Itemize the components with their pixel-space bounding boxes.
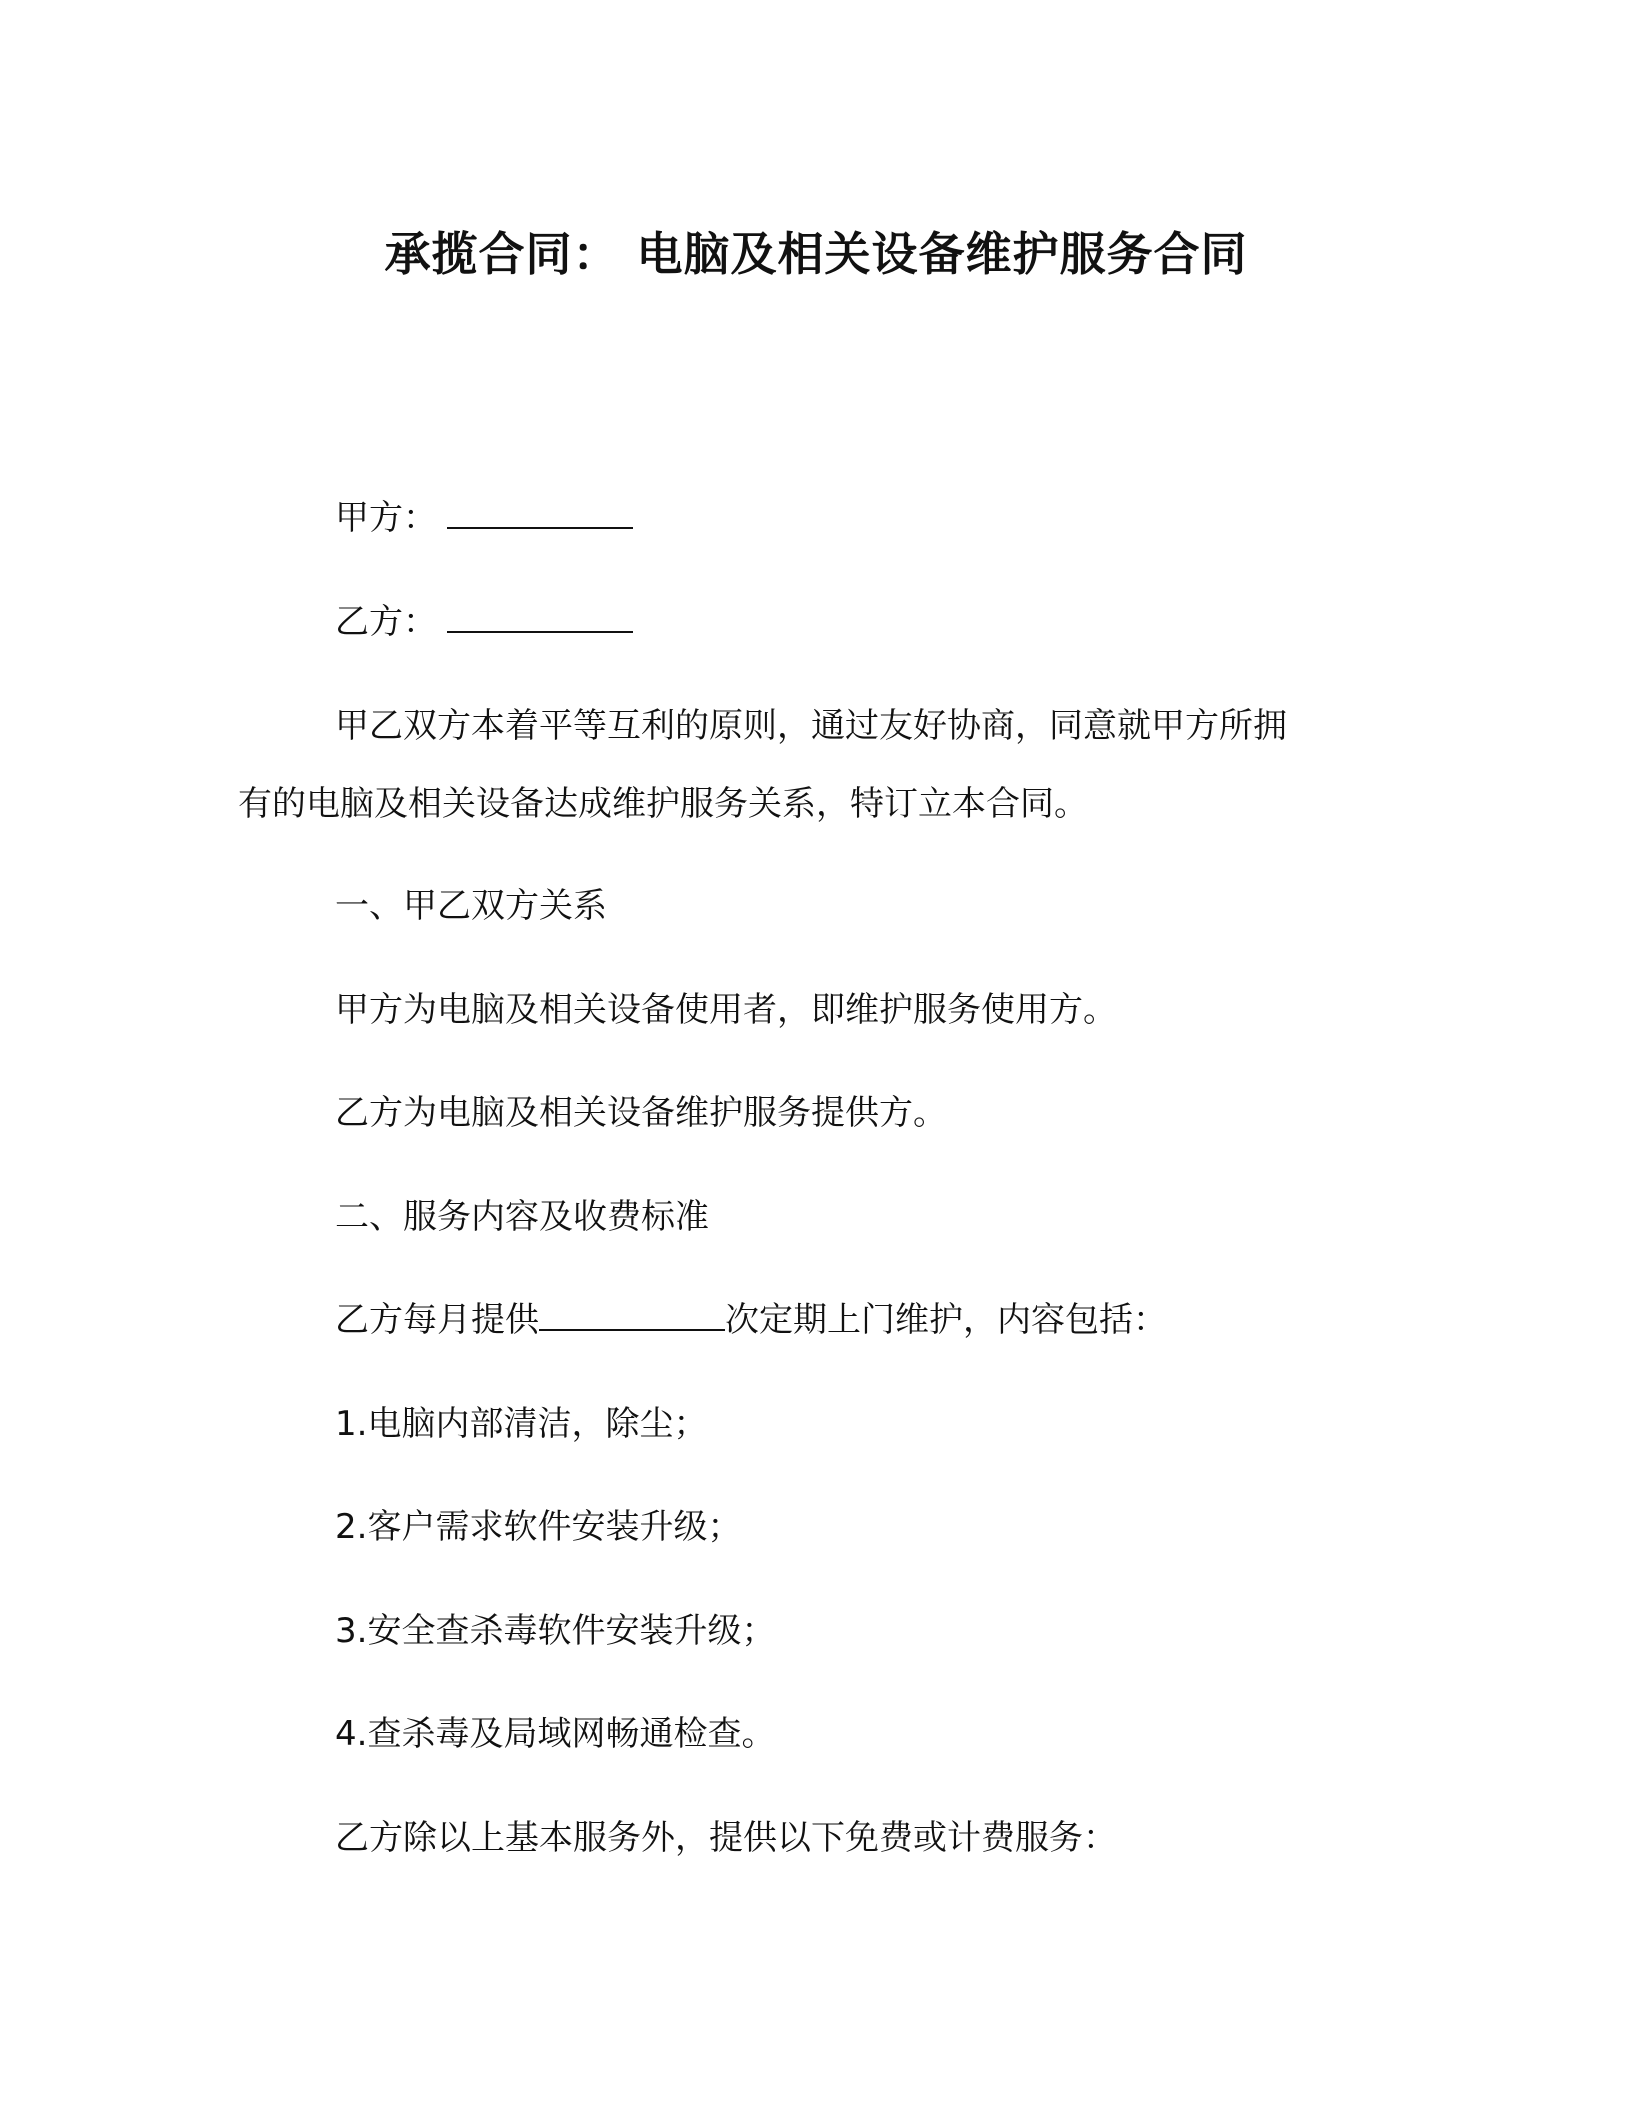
visit-prefix: 乙方每月提供 — [335, 1300, 539, 1340]
section-1-heading: 一、甲乙双方关系 — [335, 886, 607, 926]
visit-count-blank — [539, 1299, 725, 1331]
party-b-line — [335, 600, 633, 644]
visit-suffix: 次定期上门维护，内容包括： — [725, 1300, 1167, 1340]
party-a-blank — [447, 497, 633, 529]
list-item: 1.电脑内部清洁，除尘； — [335, 1404, 708, 1444]
party-a-line — [335, 496, 633, 540]
party-a-label: 甲方： — [335, 498, 437, 538]
section-1-paragraph-1: 甲方为电脑及相关设备使用者，即维护服务使用方。 — [335, 990, 1117, 1030]
section-2-visit-line — [335, 1298, 1167, 1342]
extra-services-line: 乙方除以上基本服务外，提供以下免费或计费服务： — [335, 1818, 1117, 1858]
party-b-blank — [447, 601, 633, 633]
list-item: 4.查杀毒及局域网畅通检查。 — [335, 1714, 776, 1754]
intro-line-1: 甲乙双方本着平等互利的原则，通过友好协商，同意就甲方所拥 — [335, 706, 1287, 746]
list-item: 2.客户需求软件安装升级； — [335, 1507, 742, 1547]
document-title: 承揽合同： 电脑及相关设备维护服务合同 — [384, 227, 1248, 281]
section-1-paragraph-2: 乙方为电脑及相关设备维护服务提供方。 — [335, 1093, 947, 1133]
intro-line-2: 有的电脑及相关设备达成维护服务关系，特订立本合同。 — [238, 784, 1088, 824]
list-item: 3.安全查杀毒软件安装升级； — [335, 1611, 776, 1651]
party-b-label: 乙方： — [335, 602, 437, 642]
section-2-heading: 二、服务内容及收费标准 — [335, 1197, 709, 1237]
